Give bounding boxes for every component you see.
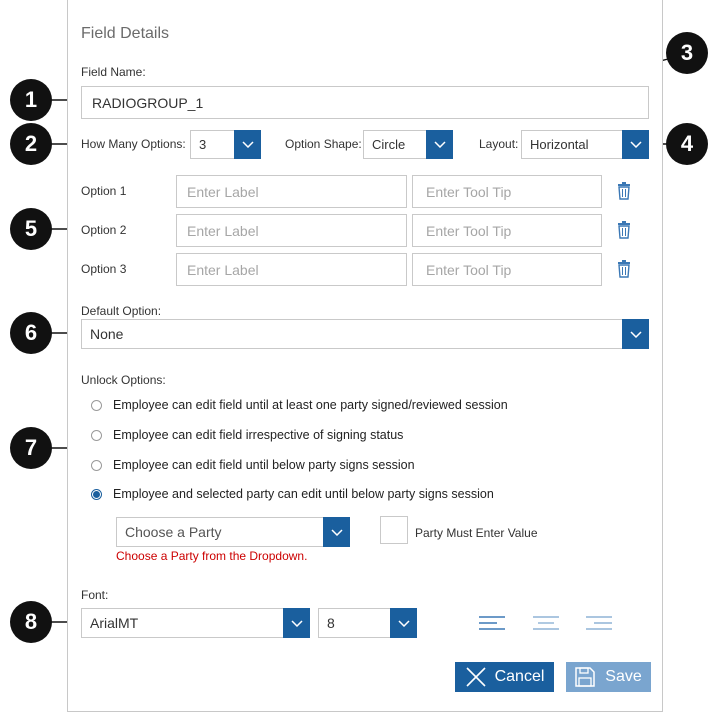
- radio-button[interactable]: [91, 400, 102, 411]
- radio-button[interactable]: [91, 430, 102, 441]
- radio-button[interactable]: [91, 460, 102, 471]
- unlock-option-2-text: Employee can edit field irrespective of signing status: [113, 428, 404, 442]
- align-center-icon[interactable]: [533, 616, 559, 630]
- cancel-button[interactable]: [455, 662, 554, 692]
- align-left-icon[interactable]: [479, 616, 505, 630]
- chevron-down-icon[interactable]: [234, 130, 261, 159]
- unlock-option-1-text: Employee can edit field until at least one party signed/reviewed session: [113, 398, 508, 412]
- callout-8: 8: [10, 601, 52, 643]
- align-right-icon[interactable]: [586, 616, 612, 630]
- callout-5: 5: [10, 208, 52, 250]
- cancel-label: Cancel: [494, 668, 545, 685]
- option-2-tooltip-placeholder: Enter Tool Tip: [426, 222, 512, 239]
- trash-icon[interactable]: [616, 260, 632, 278]
- field-name-input[interactable]: [81, 86, 649, 119]
- option-2-label-input[interactable]: [176, 214, 407, 247]
- choose-party-select[interactable]: [116, 517, 350, 547]
- chevron-down-icon[interactable]: [426, 130, 453, 159]
- layout-select[interactable]: [521, 130, 649, 159]
- option-1-tooltip-placeholder: Enter Tool Tip: [426, 183, 512, 200]
- option-1-label-input[interactable]: [176, 175, 407, 208]
- font-label: Font:: [81, 588, 109, 602]
- callout-7: 7: [10, 427, 52, 469]
- trash-icon[interactable]: [616, 221, 632, 239]
- option-3-tooltip-placeholder: Enter Tool Tip: [426, 261, 512, 278]
- how-many-options-value: 3: [199, 137, 207, 152]
- unlock-option-1[interactable]: [91, 398, 508, 412]
- layout-label: Layout:: [479, 137, 519, 151]
- default-option-select[interactable]: [81, 319, 649, 349]
- chevron-down-icon[interactable]: [323, 517, 350, 547]
- field-name-label: Field Name:: [81, 65, 146, 79]
- how-many-options-select[interactable]: [190, 130, 261, 159]
- font-size-select[interactable]: [318, 608, 417, 638]
- default-option-value: None: [90, 326, 124, 342]
- save-label: Save: [605, 668, 642, 685]
- party-must-enter-label: Party Must Enter Value: [415, 526, 538, 540]
- font-size-value: 8: [327, 615, 335, 631]
- option-shape-select[interactable]: [363, 130, 453, 159]
- radio-button-selected[interactable]: [91, 489, 102, 500]
- floppy-disk-icon: [575, 667, 595, 687]
- callout-3: 3: [666, 32, 708, 74]
- option-1-label-placeholder: Enter Label: [187, 183, 259, 200]
- chevron-down-icon[interactable]: [390, 608, 417, 638]
- chevron-down-icon[interactable]: [622, 130, 649, 159]
- save-button[interactable]: [566, 662, 651, 692]
- option-3-label: Option 3: [81, 262, 127, 276]
- unlock-options-label: Unlock Options:: [81, 373, 166, 387]
- option-shape-value: Circle: [372, 137, 406, 152]
- party-error-message: Choose a Party from the Dropdown.: [116, 549, 308, 563]
- unlock-option-3-text: Employee can edit field until below party signs session: [113, 458, 415, 472]
- option-1-label: Option 1: [81, 184, 127, 198]
- option-3-tooltip-input[interactable]: [412, 253, 602, 286]
- callout-2: 2: [10, 123, 52, 165]
- font-family-value: ArialMT: [90, 615, 139, 631]
- choose-party-placeholder: Choose a Party: [125, 524, 222, 540]
- option-shape-label: Option Shape:: [285, 137, 362, 151]
- chevron-down-icon[interactable]: [283, 608, 310, 638]
- unlock-option-4-text: Employee and selected party can edit until below party signs session: [113, 487, 494, 501]
- option-3-label-input[interactable]: [176, 253, 407, 286]
- option-2-label: Option 2: [81, 223, 127, 237]
- chevron-down-icon[interactable]: [622, 319, 649, 349]
- trash-icon[interactable]: [616, 182, 632, 200]
- option-3-label-placeholder: Enter Label: [187, 261, 259, 278]
- callout-1: 1: [10, 79, 52, 121]
- close-icon: [465, 666, 487, 688]
- callout-6: 6: [10, 312, 52, 354]
- option-1-tooltip-input[interactable]: [412, 175, 602, 208]
- font-family-select[interactable]: [81, 608, 310, 638]
- unlock-option-4[interactable]: [91, 487, 494, 501]
- party-must-enter-checkbox[interactable]: [380, 516, 408, 544]
- option-2-label-placeholder: Enter Label: [187, 222, 259, 239]
- layout-value: Horizontal: [530, 137, 589, 152]
- unlock-option-2[interactable]: [91, 428, 403, 442]
- default-option-label: Default Option:: [81, 304, 162, 318]
- option-2-tooltip-input[interactable]: [412, 214, 602, 247]
- how-many-options-label: How Many Options:: [81, 137, 186, 151]
- unlock-option-3[interactable]: [91, 458, 415, 472]
- callout-4: 4: [666, 123, 708, 165]
- dialog-title: Field Details: [81, 25, 170, 42]
- field-name-value: RADIOGROUP_1: [92, 94, 204, 111]
